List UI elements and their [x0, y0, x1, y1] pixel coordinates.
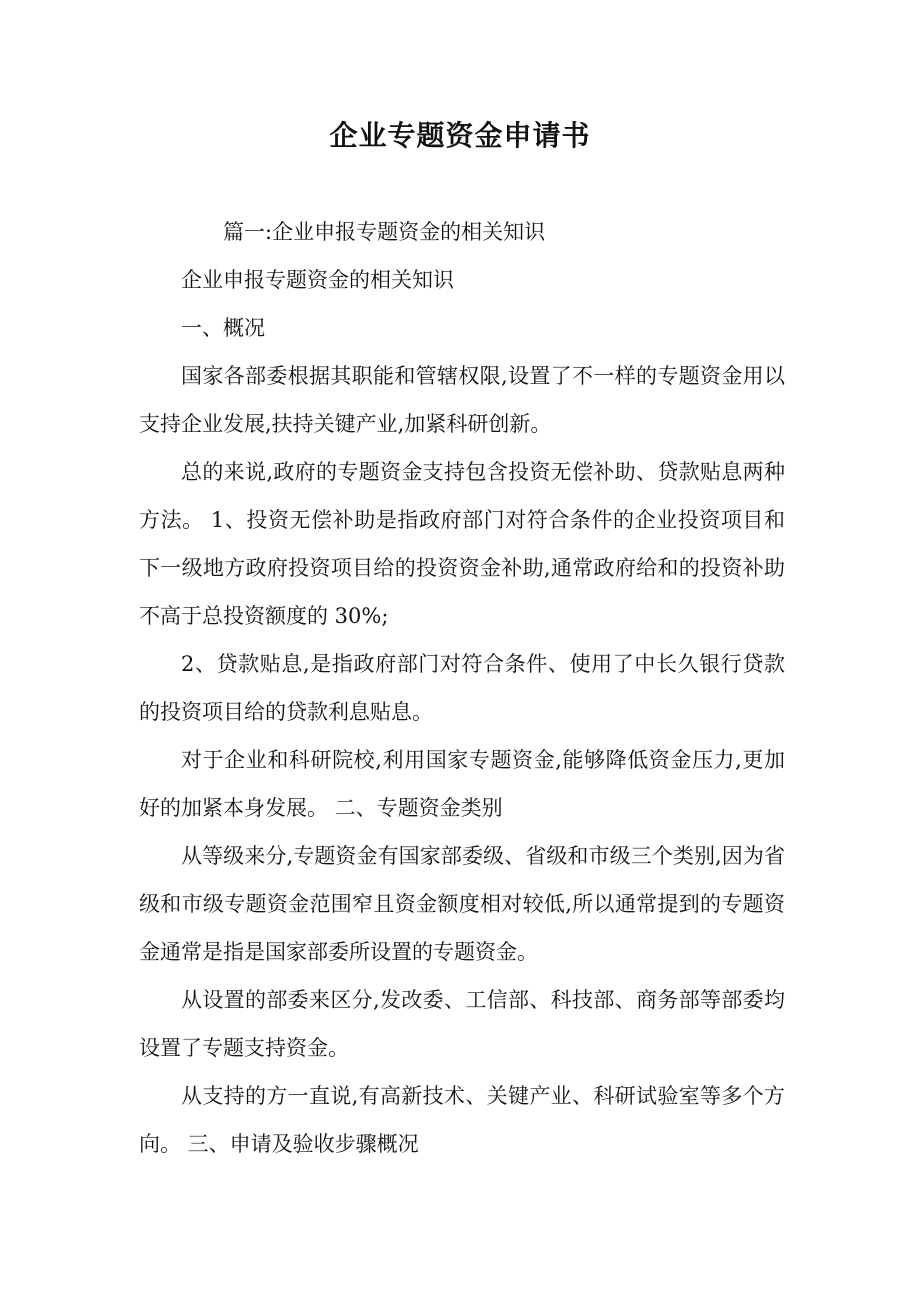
- paragraph: 对于企业和科研院校,利用国家专题资金,能够降低资金压力,更加好的加紧本身发展。 二、专题资金类别: [139, 748, 785, 820]
- paragraph: 从支持的方一直说,有高新技术、关键产业、科研试验室等多个方向。 三、申请及验收步骤概况: [139, 1084, 785, 1156]
- paragraph: 企业申报专题资金的相关知识: [181, 268, 454, 292]
- paragraph: 一、概况: [181, 316, 265, 340]
- paragraph: 从等级来分,专题资金有国家部委级、省级和市级三个类别,因为省级和市级专题资金范围窄且资金额度相对较低,所以通常提到的专题资金通常是指是国家部委所设置的专题资金。: [139, 844, 785, 964]
- paragraph: 2、贷款贴息,是指政府部门对符合条件、使用了中长久银行贷款的投资项目给的贷款利息贴息。: [139, 652, 785, 724]
- document-title: 企业专题资金申请书: [329, 119, 591, 152]
- document-body: [139, 208, 785, 1168]
- section-heading: 篇一:企业申报专题资金的相关知识: [223, 220, 546, 244]
- paragraph: 从设置的部委来区分,发改委、工信部、科技部、商务部等部委均设置了专题支持资金。: [139, 988, 785, 1060]
- paragraph: 总的来说,政府的专题资金支持包含投资无偿补助、贷款贴息两种方法。 1、投资无偿补助是指政府部门对符合条件的企业投资项目和下一级地方政府投资项目给的投资资金补助,通常政府给和的投资补助不高于总投资额度的 30%;: [139, 460, 785, 628]
- paragraph: 国家各部委根据其职能和管辖权限,设置了不一样的专题资金用以支持企业发展,扶持关键产业,加紧科研创新。: [139, 364, 785, 436]
